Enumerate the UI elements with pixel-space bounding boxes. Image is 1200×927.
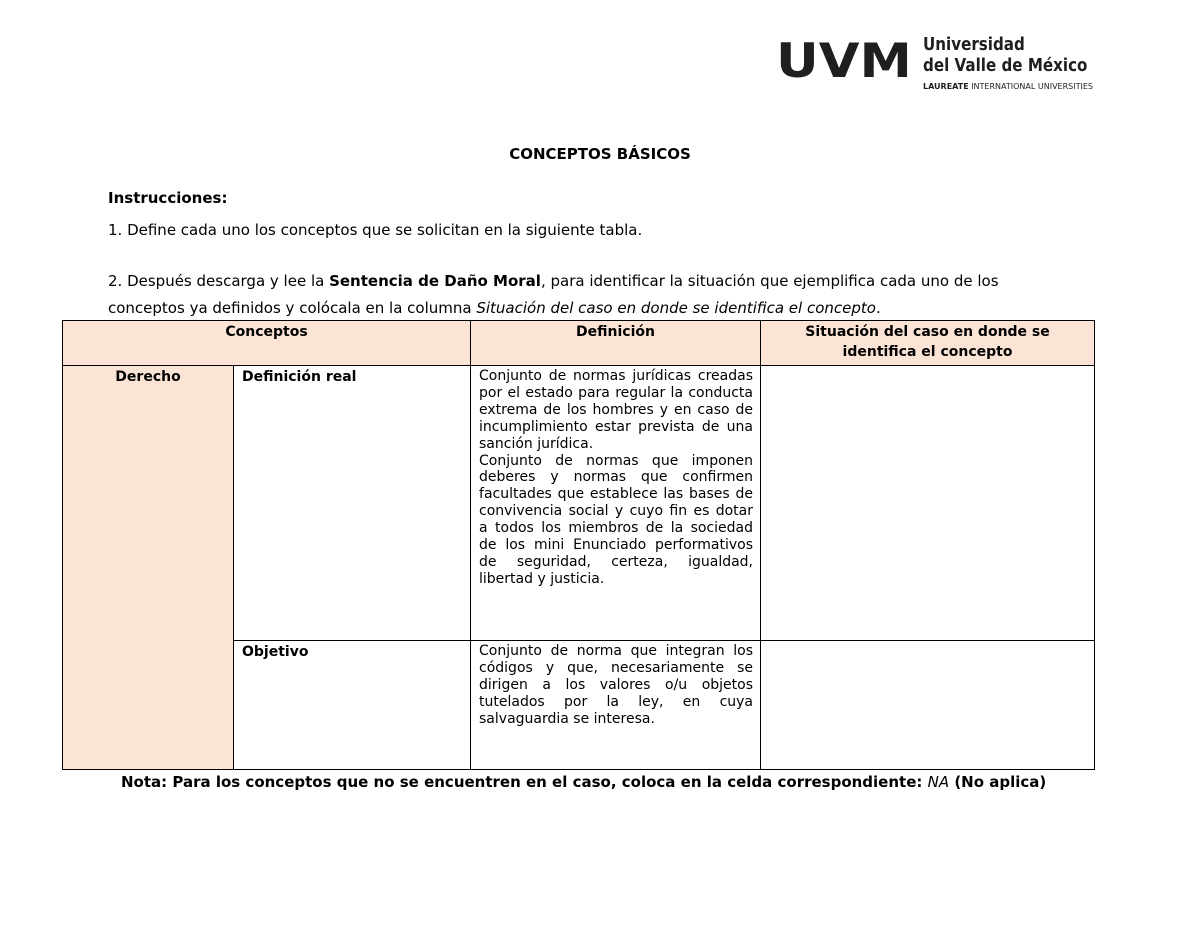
footnote-end: (No aplica) [949,773,1047,791]
situation-cell[interactable] [761,366,1095,641]
document-title: CONCEPTOS BÁSICOS [509,145,691,163]
instruction-item-1: 1. Define cada uno los conceptos que se solicitan en la siguiente tabla. [108,221,643,239]
header-definicion: Definición [471,321,761,366]
definition-paragraph: Conjunto de norma que integran los códigos y que, necesariamente se dirigen a los valores o/u objetos tutelados por la ley, en cuya salvaguardia se interesa. [479,643,754,727]
instruction-2-line2-pre: conceptos ya definidos y colócala en la columna [108,299,477,317]
situation-cell[interactable] [761,641,1095,770]
instruction-2-line2-italic: Situación del caso en donde se identifica el concepto [476,299,876,317]
instruction-item-2-line2 [108,297,881,319]
instruction-2-pre: 2. Después descarga y lee la [108,272,330,290]
subconcept-cell: Objetivo [234,641,471,770]
instruction-2-bold: Sentencia de Daño Moral [329,272,541,290]
header-situacion: Situación del caso en donde se identifica el concepto [761,321,1095,366]
footnote-text: Nota: Para los conceptos que no se encuentren en el caso, coloca en la celda correspondiente: [121,773,928,791]
logo-university-name [923,34,1088,76]
footnote-na: NA [927,773,950,791]
table-row [63,366,1095,641]
concepts-table [62,320,1095,770]
definition-cell[interactable] [471,641,761,770]
definition-paragraph: Conjunto de normas jurídicas creadas por el estado para regular la conducta extrema de los hombres y en caso de incumplimiento estar prevista de una sanción jurídica. [479,368,754,452]
concept-cell: Derecho [63,366,234,770]
instruction-item-2 [108,270,999,292]
logo-name-line2: del Valle de México [923,55,1088,76]
table-header-row [63,321,1095,366]
instructions-heading: Instrucciones: [108,189,228,207]
logo-tagline-rest: INTERNATIONAL UNIVERSITIES [968,82,1093,91]
definition-paragraph: Conjunto de normas que imponen deberes y normas que confirmen facultades que establece las bases de convivencia social y cuyo fin es dotar a todos los miembros de la sociedad de los mini Enunciado performativos de seguridad, certeza, igualdad, libertad y justicia. [479,452,754,587]
logo-name-line1: Universidad [923,34,1025,55]
logo-tagline [923,82,1093,92]
definition-cell[interactable] [471,366,761,641]
instruction-2-line2-end: . [875,299,881,317]
header-conceptos: Conceptos [63,321,471,366]
footnote [121,773,1046,791]
instruction-2-post: , para identificar la situación que ejemplifica cada uno de los [540,272,999,290]
subconcept-cell: Definición real [234,366,471,641]
logo-abbreviation: UVM [776,34,912,89]
logo-tagline-bold: LAUREATE [923,82,969,91]
